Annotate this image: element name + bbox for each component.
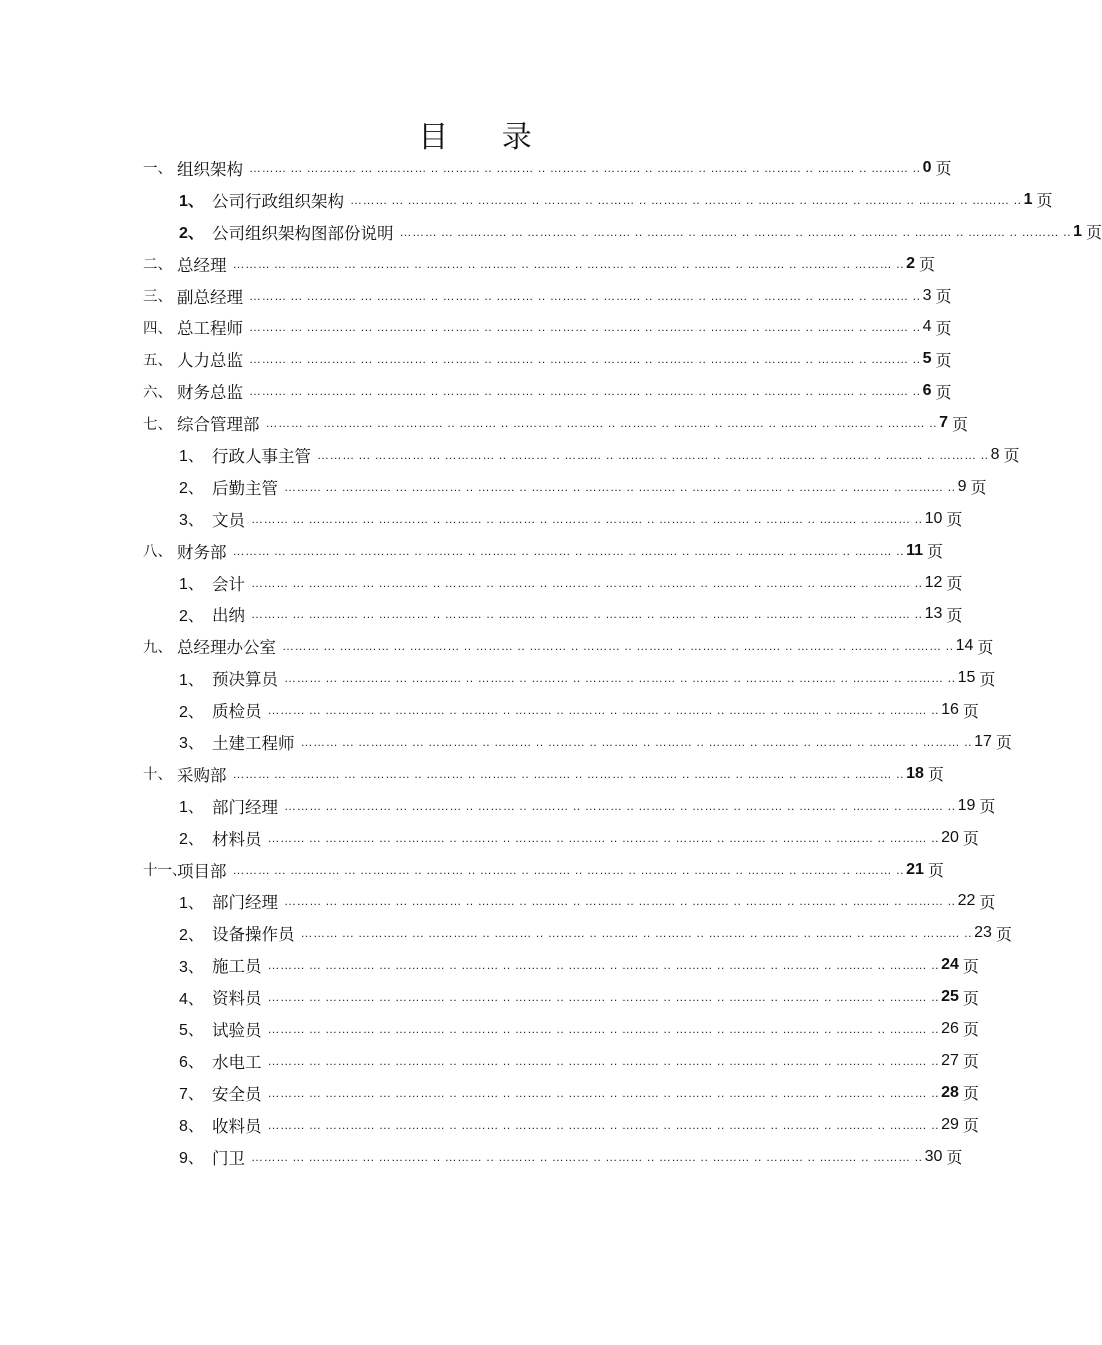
toc-entry-page-number: 14 bbox=[955, 637, 974, 655]
toc-entry-number: 十、 bbox=[143, 767, 172, 784]
toc-entry-page-number: 3 bbox=[922, 286, 932, 304]
dot-leader: ……… ... ………… ... ………… .. ……… .. ……… .. ……… .. ……… .. ……… .. ……… .. ……… .. ……… .. ……… .. bbox=[249, 352, 921, 367]
toc-entry-page-number: 20 bbox=[941, 828, 959, 846]
toc-entry[interactable] bbox=[143, 662, 996, 694]
dot-leader: ……… ... ………… ... ………… .. ……… .. ……… .. ……… .. ……… .. ……… .. ……… .. ……… .. ……… .. ……… .. bbox=[350, 192, 1022, 207]
toc-entry-page-number: 9 bbox=[957, 477, 967, 495]
toc-entry-label: 会计 bbox=[212, 574, 245, 594]
toc-entry[interactable] bbox=[143, 216, 1102, 248]
page-suffix: 页 bbox=[946, 574, 963, 594]
toc-entry[interactable] bbox=[143, 535, 944, 567]
toc-entry-number: 1、 bbox=[179, 448, 204, 466]
page-title: 目 录 bbox=[418, 120, 554, 155]
toc-entry[interactable] bbox=[143, 630, 994, 662]
toc-entry-label: 施工员 bbox=[212, 957, 262, 977]
toc-entry-label: 财务总监 bbox=[177, 383, 243, 403]
toc-entry-page-number: 1 bbox=[1073, 222, 1082, 240]
toc-entry-number: 四、 bbox=[143, 320, 172, 337]
dot-leader: ……… ... ………… ... ………… .. ……… .. ……… .. ……… .. ……… .. ……… .. ……… .. ……… .. ……… .. ……… .. bbox=[251, 607, 923, 622]
toc-entry-label: 设备操作员 bbox=[212, 925, 295, 945]
toc-entry-page-number: 5 bbox=[922, 350, 932, 368]
page-suffix: 页 bbox=[995, 733, 1012, 753]
toc-entry-page-number: 27 bbox=[941, 1051, 959, 1069]
toc-entry-label: 公司组织架构图部份说明 bbox=[212, 223, 394, 243]
dot-leader: ……… ... ………… ... ………… .. ……… .. ……… .. ……… .. ……… .. ……… .. ……… .. ……… .. ……… .. ……… .. bbox=[267, 1021, 940, 1036]
page-suffix: 页 bbox=[935, 159, 952, 179]
page-suffix: 页 bbox=[995, 924, 1012, 944]
dot-leader: ……… ... ………… ... ………… .. ……… .. ……… .. ……… .. ……… .. ……… .. ……… .. ……… .. ……… .. ……… .. bbox=[249, 320, 921, 335]
page-suffix: 页 bbox=[979, 797, 996, 817]
toc-entry[interactable] bbox=[143, 758, 944, 790]
toc-entry-number: 2、 bbox=[179, 926, 204, 944]
toc-entry-number: 1、 bbox=[179, 894, 204, 912]
toc-entry-page-number: 29 bbox=[941, 1115, 959, 1133]
page-suffix: 页 bbox=[927, 542, 944, 562]
dot-leader: ……… ... ………… ... ………… .. ……… .. ……… .. ……… .. ……… .. ……… .. ……… .. ……… .. ……… .. ……… .. bbox=[251, 575, 923, 590]
toc-entry-label: 部门经理 bbox=[212, 797, 278, 817]
toc-entry-page-number: 22 bbox=[957, 892, 976, 910]
toc-entry-number: 十一、 bbox=[143, 863, 187, 880]
toc-entry-page-number: 4 bbox=[922, 318, 932, 336]
page-suffix: 页 bbox=[962, 1020, 979, 1040]
page-suffix: 页 bbox=[1003, 446, 1020, 466]
dot-leader: ……… ... ………… ... ………… .. ……… .. ……… .. ……… .. ……… .. ……… .. ……… .. ……… .. ……… .. ……… .. bbox=[265, 416, 938, 431]
toc-entry-label: 采购部 bbox=[177, 765, 227, 785]
toc-entry[interactable] bbox=[143, 407, 968, 439]
page-suffix: 页 bbox=[962, 988, 979, 1008]
toc-entry-number: 二、 bbox=[143, 257, 172, 274]
toc-entry[interactable] bbox=[143, 917, 1012, 949]
toc-entry-label: 材料员 bbox=[212, 829, 262, 849]
toc-entry-number: 六、 bbox=[143, 384, 172, 401]
toc-entry-number: 五、 bbox=[143, 352, 172, 369]
toc-entry-page-number: 23 bbox=[974, 924, 992, 942]
toc-entry-page-number: 16 bbox=[941, 701, 959, 719]
toc-entry-number: 3、 bbox=[179, 512, 204, 530]
page-suffix: 页 bbox=[946, 605, 963, 625]
toc-entry-number: 9、 bbox=[179, 1150, 204, 1168]
toc-entry-page-number: 18 bbox=[906, 764, 924, 782]
toc-entry[interactable] bbox=[143, 790, 996, 822]
toc-entry-number: 2、 bbox=[179, 703, 204, 721]
page-suffix: 页 bbox=[979, 892, 996, 912]
toc-entry-number: 七、 bbox=[143, 416, 172, 433]
page-suffix: 页 bbox=[1036, 191, 1053, 211]
toc-entry-label: 水电工 bbox=[212, 1052, 262, 1072]
toc-entry-page-number: 30 bbox=[924, 1147, 943, 1165]
toc-entry[interactable] bbox=[143, 981, 979, 1013]
toc-entry-label: 总工程师 bbox=[177, 319, 243, 339]
toc-entry-label: 收料员 bbox=[212, 1116, 262, 1136]
table-of-contents bbox=[143, 152, 1102, 1173]
toc-entry-label: 后勤主管 bbox=[212, 478, 278, 498]
page-suffix: 页 bbox=[946, 510, 963, 530]
toc-entry[interactable] bbox=[143, 885, 996, 917]
toc-entry-label: 公司行政组织架构 bbox=[212, 191, 344, 211]
toc-entry[interactable] bbox=[143, 343, 952, 375]
toc-entry[interactable] bbox=[143, 1141, 963, 1173]
page-suffix: 页 bbox=[946, 1148, 963, 1168]
toc-entry[interactable] bbox=[143, 854, 944, 886]
toc-entry-page-number: 24 bbox=[941, 956, 959, 974]
toc-entry-number: 2、 bbox=[179, 831, 204, 849]
dot-leader: ……… ... ………… ... ………… .. ……… .. ……… .. ……… .. ……… .. ……… .. ……… .. ……… .. ……… .. ……… .. bbox=[232, 256, 905, 271]
toc-entry-label: 安全员 bbox=[212, 1084, 262, 1104]
dot-leader: ……… ... ………… ... ………… .. ……… .. ……… .. ……… .. ……… .. ……… .. ……… .. ……… .. ……… .. ……… .. bbox=[284, 798, 956, 813]
toc-entry-number: 1、 bbox=[179, 799, 204, 817]
toc-entry-number: 2、 bbox=[179, 225, 204, 243]
dot-leader: ……… ... ………… ... ………… .. ……… .. ……… .. ……… .. ……… .. ……… .. ……… .. ……… .. ……… .. ……… .. bbox=[267, 703, 940, 718]
toc-entry[interactable] bbox=[143, 184, 1053, 216]
page-suffix: 页 bbox=[935, 318, 952, 338]
dot-leader: ……… ... ………… ... ………… .. ……… .. ……… .. ……… .. ……… .. ……… .. ……… .. ……… .. ……… .. ……… .. bbox=[267, 958, 940, 973]
toc-entry[interactable] bbox=[143, 567, 963, 599]
toc-entry[interactable] bbox=[143, 694, 979, 726]
toc-entry-label: 土建工程师 bbox=[212, 733, 295, 753]
page-suffix: 页 bbox=[962, 1084, 979, 1104]
toc-entry-number: 1、 bbox=[179, 193, 204, 211]
page-suffix: 页 bbox=[970, 478, 987, 498]
dot-leader: ……… ... ………… ... ………… .. ……… .. ……… .. ……… .. ……… .. ……… .. ……… .. ……… .. ……… .. ……… .. bbox=[284, 671, 956, 686]
page-suffix: 页 bbox=[979, 669, 996, 689]
toc-entry[interactable] bbox=[143, 439, 1020, 471]
toc-entry-number: 4、 bbox=[179, 990, 204, 1008]
toc-entry-label: 门卫 bbox=[212, 1148, 245, 1168]
dot-leader: ……… ... ………… ... ………… .. ……… .. ……… .. ……… .. ……… .. ……… .. ……… .. ……… .. ……… .. ……… .. bbox=[249, 160, 921, 175]
toc-entry-number: 3、 bbox=[179, 735, 204, 753]
dot-leader: ……… ... ………… ... ………… .. ……… .. ……… .. ……… .. ……… .. ……… .. ……… .. ……… .. ……… .. ……… .. bbox=[232, 862, 905, 877]
toc-entry-number: 1、 bbox=[179, 576, 204, 594]
dot-leader: ……… ... ………… ... ………… .. ……… .. ……… .. ……… .. ……… .. ……… .. ……… .. ……… .. ……… .. ……… .. bbox=[249, 288, 921, 303]
toc-entry-label: 试验员 bbox=[212, 1020, 262, 1040]
toc-entry-label: 综合管理部 bbox=[177, 415, 260, 435]
page-suffix: 页 bbox=[927, 861, 944, 881]
toc-entry-page-number: 28 bbox=[941, 1083, 959, 1101]
toc-entry-label: 质检员 bbox=[212, 702, 262, 722]
dot-leader: ……… ... ………… ... ………… .. ……… .. ……… .. ……… .. ……… .. ……… .. ……… .. ……… .. ……… .. ……… .. bbox=[399, 224, 1072, 239]
toc-entry-label: 总经理 bbox=[177, 255, 227, 275]
toc-entry[interactable] bbox=[143, 1077, 979, 1109]
dot-leader: ……… ... ………… ... ………… .. ……… .. ……… .. ……… .. ……… .. ……… .. ……… .. ……… .. ……… .. ……… .. bbox=[284, 479, 956, 494]
toc-entry-page-number: 0 bbox=[922, 158, 932, 176]
toc-entry[interactable] bbox=[143, 1109, 979, 1141]
dot-leader: ……… ... ………… ... ………… .. ……… .. ……… .. ……… .. ……… .. ……… .. ……… .. ……… .. ……… .. ……… .. bbox=[317, 447, 989, 462]
page-suffix: 页 bbox=[935, 382, 952, 402]
toc-entry-number: 1、 bbox=[179, 671, 204, 689]
toc-entry-page-number: 6 bbox=[922, 382, 932, 400]
dot-leader: ……… ... ………… ... ………… .. ……… .. ……… .. ……… .. ……… .. ……… .. ……… .. ……… .. ……… .. ……… .. bbox=[267, 830, 940, 845]
toc-entry-page-number: 19 bbox=[957, 796, 976, 814]
dot-leader: ……… ... ………… ... ………… .. ……… .. ……… .. ……… .. ……… .. ……… .. ……… .. ……… .. ……… .. ……… .. bbox=[267, 1117, 940, 1132]
toc-entry[interactable] bbox=[143, 1045, 979, 1077]
toc-entry-number: 2、 bbox=[179, 480, 204, 498]
toc-entry-label: 资料员 bbox=[212, 989, 262, 1009]
toc-entry[interactable] bbox=[143, 726, 1012, 758]
toc-entry-page-number: 26 bbox=[941, 1019, 959, 1037]
page-suffix: 页 bbox=[962, 956, 979, 976]
toc-entry-number: 7、 bbox=[179, 1086, 204, 1104]
page-suffix: 页 bbox=[977, 637, 994, 657]
page-suffix: 页 bbox=[962, 1116, 979, 1136]
page-suffix: 页 bbox=[951, 414, 968, 434]
page-suffix: 页 bbox=[962, 1052, 979, 1072]
toc-entry-page-number: 7 bbox=[939, 414, 948, 432]
dot-leader: ……… ... ………… ... ………… .. ……… .. ……… .. ……… .. ……… .. ……… .. ……… .. ……… .. ……… .. ……… .. bbox=[249, 384, 921, 399]
toc-entry-number: 九、 bbox=[143, 639, 172, 656]
toc-entry-label: 行政人事主管 bbox=[212, 446, 311, 466]
toc-entry-page-number: 8 bbox=[990, 445, 1000, 463]
toc-entry[interactable] bbox=[143, 949, 979, 981]
toc-entry[interactable] bbox=[143, 248, 935, 280]
toc-entry-number: 2、 bbox=[179, 607, 204, 625]
toc-entry-page-number: 2 bbox=[906, 254, 915, 272]
toc-entry[interactable] bbox=[143, 503, 963, 535]
dot-leader: ……… ... ………… ... ………… .. ……… .. ……… .. ……… .. ……… .. ……… .. ……… .. ……… .. ……… .. ……… .. bbox=[267, 1085, 940, 1100]
toc-entry[interactable] bbox=[143, 471, 987, 503]
toc-entry-number: 6、 bbox=[179, 1054, 204, 1072]
toc-entry[interactable] bbox=[143, 280, 952, 312]
toc-entry-label: 项目部 bbox=[177, 861, 227, 881]
page-suffix: 页 bbox=[962, 701, 979, 721]
toc-entry-page-number: 21 bbox=[906, 860, 924, 878]
toc-entry-label: 总经理办公室 bbox=[177, 638, 276, 658]
dot-leader: ……… ... ………… ... ………… .. ……… .. ……… .. ……… .. ……… .. ……… .. ……… .. ……… .. ……… .. ……… .. bbox=[232, 543, 905, 558]
toc-entry-page-number: 1 bbox=[1023, 190, 1033, 208]
dot-leader: ……… ... ………… ... ………… .. ……… .. ……… .. ……… .. ……… .. ……… .. ……… .. ……… .. ……… .. ……… .. bbox=[300, 926, 973, 941]
dot-leader: ……… ... ………… ... ………… .. ……… .. ……… .. ……… .. ……… .. ……… .. ……… .. ……… .. ……… .. ……… .. bbox=[251, 1149, 923, 1164]
toc-entry-number: 8、 bbox=[179, 1118, 204, 1136]
toc-entry-page-number: 17 bbox=[974, 732, 992, 750]
toc-entry-number: 三、 bbox=[143, 289, 172, 305]
toc-entry[interactable] bbox=[143, 311, 952, 343]
dot-leader: ……… ... ………… ... ………… .. ……… .. ……… .. ……… .. ……… .. ……… .. ……… .. ……… .. ……… .. ……… .. bbox=[282, 639, 954, 654]
toc-entry-label: 预决算员 bbox=[212, 670, 278, 690]
toc-entry-number: 一、 bbox=[143, 161, 172, 178]
toc-entry-label: 副总经理 bbox=[177, 287, 243, 307]
toc-entry-label: 文员 bbox=[212, 510, 245, 530]
toc-entry-page-number: 13 bbox=[924, 605, 943, 623]
toc-entry-page-number: 11 bbox=[906, 541, 923, 559]
toc-entry-page-number: 12 bbox=[924, 573, 943, 591]
toc-entry[interactable] bbox=[143, 1013, 979, 1045]
toc-entry-label: 出纳 bbox=[212, 606, 245, 626]
dot-leader: ……… ... ………… ... ………… .. ……… .. ……… .. ……… .. ……… .. ……… .. ……… .. ……… .. ……… .. ……… .. bbox=[251, 511, 923, 526]
toc-entry[interactable] bbox=[143, 375, 952, 407]
dot-leader: ……… ... ………… ... ………… .. ……… .. ……… .. ……… .. ……… .. ……… .. ……… .. ……… .. ……… .. ……… .. bbox=[300, 734, 973, 749]
page-suffix: 页 bbox=[935, 350, 952, 370]
toc-entry-number: 3、 bbox=[179, 958, 204, 976]
toc-entry-page-number: 15 bbox=[957, 669, 976, 687]
page-suffix: 页 bbox=[935, 287, 952, 306]
toc-entry-label: 部门经理 bbox=[212, 893, 278, 913]
dot-leader: ……… ... ………… ... ………… .. ……… .. ……… .. ……… .. ……… .. ……… .. ……… .. ……… .. ……… .. ……… .. bbox=[232, 766, 905, 781]
toc-entry-label: 组织架构 bbox=[177, 159, 243, 179]
toc-entry-label: 人力总监 bbox=[177, 351, 243, 371]
toc-entry[interactable] bbox=[143, 152, 952, 184]
toc-entry-number: 5、 bbox=[179, 1022, 204, 1040]
page-suffix: 页 bbox=[1085, 223, 1102, 243]
dot-leader: ……… ... ………… ... ………… .. ……… .. ……… .. ……… .. ……… .. ……… .. ……… .. ……… .. ……… .. ……… .. bbox=[267, 1053, 940, 1068]
toc-entry-page-number: 10 bbox=[924, 509, 943, 527]
toc-entry-number: 八、 bbox=[143, 544, 172, 561]
page-suffix: 页 bbox=[962, 829, 979, 849]
page-suffix: 页 bbox=[918, 255, 935, 275]
toc-entry[interactable] bbox=[143, 598, 963, 630]
dot-leader: ……… ... ………… ... ………… .. ……… .. ……… .. ……… .. ……… .. ……… .. ……… .. ……… .. ……… .. ……… .. bbox=[284, 894, 956, 909]
toc-entry[interactable] bbox=[143, 822, 979, 854]
page-suffix: 页 bbox=[927, 765, 944, 785]
toc-entry-page-number: 25 bbox=[941, 988, 959, 1006]
toc-entry-label: 财务部 bbox=[177, 542, 227, 562]
dot-leader: ……… ... ………… ... ………… .. ……… .. ……… .. ……… .. ……… .. ……… .. ……… .. ……… .. ……… .. ……… .. bbox=[267, 990, 940, 1005]
